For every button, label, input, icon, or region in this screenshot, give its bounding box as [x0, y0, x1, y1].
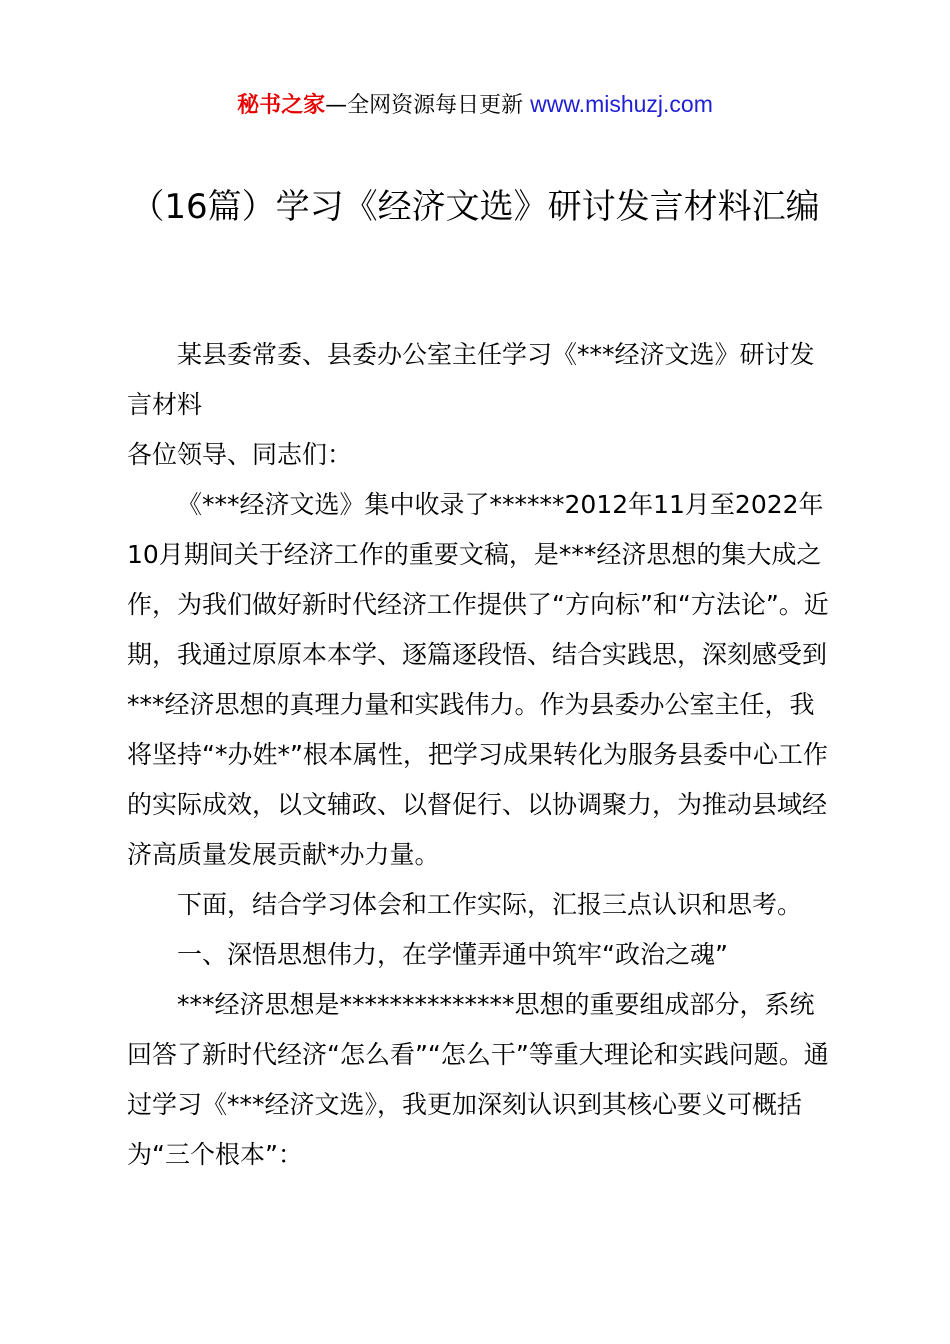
greeting: 各位领导、同志们：	[127, 440, 353, 469]
header-slogan: —全网资源每日更新	[325, 93, 524, 118]
speech-subtitle: 某县委常委、县委办公室主任学习《***经济文选》研讨发言材料	[127, 340, 815, 419]
brand-name: 秘书之家	[237, 93, 326, 118]
paragraph-section-1: ***经济思想是**************思想的重要组成部分，系统回答了新时代经济“怎么看”“怎么干”等重大理论和实践问题。通过学习《***经济文选》，我更加深刻认识到其核心要义可概括为“三个根本”：	[127, 990, 829, 1169]
document-body	[127, 330, 833, 1180]
paragraph-summary: 下面，结合学习体会和工作实际，汇报三点认识和思考。	[177, 890, 803, 919]
paragraph-intro: 《***经济文选》集中收录了******2012年11月至2022年10月期间关于经济工作的重要文稿，是***经济思想的集大成之作，为我们做好新时代经济工作提供了“方向标”和“方法论”。近期，我通过原原本本学、逐篇逐段悟、结合实践思，深刻感受到***经济思想的真理力量和实践伟力。作为县委办公室主任，我将坚持“*办姓*”根本属性，把学习成果转化为服务县委中心工作的实际成效，以文辅政、以督促行、以协调聚力，为推动县域经济高质量发展贡献*办力量。	[127, 490, 829, 869]
site-header	[0, 88, 950, 122]
site-url-link[interactable]: www.mishuzj.com	[530, 91, 713, 117]
document-title: （16篇）学习《经济文选》研讨发言材料汇编	[130, 187, 820, 227]
section-heading-1: 一、深悟思想伟力，在学懂弄通中筑牢“政治之魂”	[177, 940, 728, 969]
